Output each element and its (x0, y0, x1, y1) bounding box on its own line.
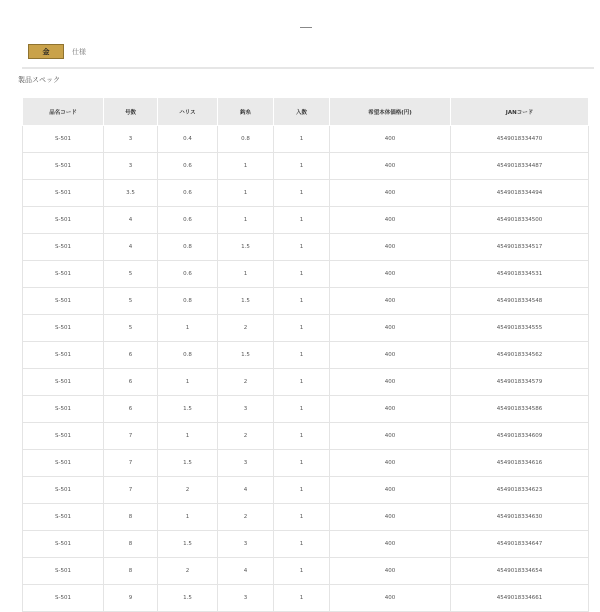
table-cell: 2 (218, 504, 274, 531)
table-cell: 4549018334470 (451, 126, 589, 153)
table-cell: 4549018334531 (451, 261, 589, 288)
table-cell: 4549018334579 (451, 369, 589, 396)
column-header: ハリス (158, 98, 218, 126)
table-row (23, 288, 589, 315)
table-cell: 4549018334661 (451, 585, 589, 612)
table-cell: 7 (104, 450, 158, 477)
table-cell: S-501 (23, 450, 104, 477)
spec-table (22, 97, 589, 612)
table-cell: S-501 (23, 180, 104, 207)
table-row (23, 558, 589, 585)
column-header: JANコード (451, 98, 589, 126)
table-cell: 1 (158, 423, 218, 450)
table-cell: 4549018334609 (451, 423, 589, 450)
table-cell: 7 (104, 477, 158, 504)
table-row (23, 234, 589, 261)
table-cell: 1.5 (158, 531, 218, 558)
table-cell: 1 (274, 585, 330, 612)
table-cell: 400 (330, 126, 451, 153)
table-cell: 1 (274, 234, 330, 261)
table-cell: 4549018334555 (451, 315, 589, 342)
table-cell: 4549018334586 (451, 396, 589, 423)
table-cell: 400 (330, 342, 451, 369)
table-cell: S-501 (23, 315, 104, 342)
table-cell: 3 (218, 450, 274, 477)
table-row (23, 315, 589, 342)
table-cell: 400 (330, 450, 451, 477)
table-cell: 3 (104, 126, 158, 153)
table-cell: 4549018334487 (451, 153, 589, 180)
table-row (23, 450, 589, 477)
table-cell: 1 (274, 180, 330, 207)
column-header: 品名コード (23, 98, 104, 126)
table-cell: 5 (104, 288, 158, 315)
table-row (23, 126, 589, 153)
table-cell: 5 (104, 315, 158, 342)
table-cell: 1 (274, 369, 330, 396)
table-cell: S-501 (23, 396, 104, 423)
table-cell: 1.5 (158, 585, 218, 612)
table-cell: 1 (158, 315, 218, 342)
spec-header-label: 仕様 (72, 47, 86, 56)
table-cell: 1.5 (158, 396, 218, 423)
table-cell: S-501 (23, 531, 104, 558)
table-cell: 4549018334654 (451, 558, 589, 585)
top-divider-dash (300, 27, 312, 28)
table-cell: 400 (330, 585, 451, 612)
table-cell: 3.5 (104, 180, 158, 207)
table-cell: S-501 (23, 288, 104, 315)
table-cell: 9 (104, 585, 158, 612)
table-cell: 400 (330, 288, 451, 315)
table-cell: 4549018334630 (451, 504, 589, 531)
table-cell: 400 (330, 261, 451, 288)
table-cell: 1.5 (218, 342, 274, 369)
table-cell: 8 (104, 531, 158, 558)
table-row (23, 180, 589, 207)
table-cell: S-501 (23, 342, 104, 369)
table-cell: 400 (330, 477, 451, 504)
table-cell: 1 (274, 288, 330, 315)
spec-header (28, 44, 86, 59)
table-cell: 1 (274, 531, 330, 558)
table-row (23, 342, 589, 369)
table-row (23, 504, 589, 531)
section-title: 製品スペック (18, 76, 60, 84)
table-cell: 2 (218, 315, 274, 342)
table-cell: 3 (218, 531, 274, 558)
table-cell: S-501 (23, 558, 104, 585)
table-cell: 1 (274, 207, 330, 234)
table-cell: 0.6 (158, 180, 218, 207)
table-cell: 1 (218, 153, 274, 180)
table-cell: 1.5 (158, 450, 218, 477)
table-cell: 0.6 (158, 207, 218, 234)
table-cell: 0.8 (218, 126, 274, 153)
table-cell: 4 (104, 234, 158, 261)
table-cell: 2 (218, 369, 274, 396)
table-cell: 1.5 (218, 234, 274, 261)
table-cell: 4 (218, 477, 274, 504)
table-cell: 8 (104, 504, 158, 531)
table-row (23, 369, 589, 396)
table-cell: 4549018334647 (451, 531, 589, 558)
table-cell: 1 (274, 153, 330, 180)
table-cell: S-501 (23, 369, 104, 396)
table-cell: 0.4 (158, 126, 218, 153)
table-cell: 1 (158, 369, 218, 396)
table-row (23, 585, 589, 612)
table-cell: 400 (330, 396, 451, 423)
table-row (23, 477, 589, 504)
table-cell: 3 (218, 585, 274, 612)
gold-badge: 金 (28, 44, 64, 59)
table-cell: 1 (274, 396, 330, 423)
table-cell: 1 (274, 558, 330, 585)
table-row (23, 207, 589, 234)
table-cell: 2 (158, 477, 218, 504)
table-cell: 2 (218, 423, 274, 450)
table-header-row (23, 98, 589, 126)
table-cell: 6 (104, 369, 158, 396)
table-cell: 1 (274, 342, 330, 369)
table-cell: 400 (330, 423, 451, 450)
table-cell: 400 (330, 531, 451, 558)
table-row (23, 153, 589, 180)
table-cell: 6 (104, 342, 158, 369)
table-cell: 4549018334517 (451, 234, 589, 261)
table-row (23, 423, 589, 450)
table-cell: 5 (104, 261, 158, 288)
table-cell: 0.8 (158, 342, 218, 369)
table-cell: 0.6 (158, 153, 218, 180)
table-cell: 0.8 (158, 288, 218, 315)
table-cell: 1 (274, 504, 330, 531)
table-cell: S-501 (23, 477, 104, 504)
column-header: 希望本体価格(円) (330, 98, 451, 126)
table-cell: 4549018334616 (451, 450, 589, 477)
table-cell: 3 (218, 396, 274, 423)
table-cell: S-501 (23, 207, 104, 234)
table-cell: 400 (330, 369, 451, 396)
table-cell: S-501 (23, 126, 104, 153)
table-cell: 400 (330, 180, 451, 207)
table-cell: 1 (274, 126, 330, 153)
table-cell: 1 (274, 423, 330, 450)
table-cell: 1 (218, 180, 274, 207)
table-cell: 2 (158, 558, 218, 585)
table-cell: 1 (274, 477, 330, 504)
table-cell: S-501 (23, 423, 104, 450)
column-header: 号数 (104, 98, 158, 126)
table-cell: 0.6 (158, 261, 218, 288)
table-cell: 1 (274, 261, 330, 288)
table-cell: 400 (330, 207, 451, 234)
table-cell: 4549018334623 (451, 477, 589, 504)
table-cell: 6 (104, 396, 158, 423)
table-cell: 400 (330, 153, 451, 180)
table-cell: 400 (330, 504, 451, 531)
table-cell: 1.5 (218, 288, 274, 315)
table-cell: S-501 (23, 504, 104, 531)
table-cell: 0.8 (158, 234, 218, 261)
table-cell: 7 (104, 423, 158, 450)
table-cell: 4 (218, 558, 274, 585)
table-cell: 1 (218, 207, 274, 234)
table-cell: S-501 (23, 234, 104, 261)
table-row (23, 531, 589, 558)
table-cell: 400 (330, 234, 451, 261)
table-cell: 4549018334562 (451, 342, 589, 369)
table-cell: 1 (274, 315, 330, 342)
table-row (23, 261, 589, 288)
table-row (23, 396, 589, 423)
column-header: 入数 (274, 98, 330, 126)
table-cell: S-501 (23, 153, 104, 180)
column-header: 鈎糸 (218, 98, 274, 126)
table-cell: 4549018334548 (451, 288, 589, 315)
table-cell: 4549018334494 (451, 180, 589, 207)
table-cell: 3 (104, 153, 158, 180)
table-body (23, 126, 589, 612)
table-cell: 8 (104, 558, 158, 585)
table-cell: S-501 (23, 585, 104, 612)
table-cell: S-501 (23, 261, 104, 288)
table-cell: 1 (274, 450, 330, 477)
table-cell: 4 (104, 207, 158, 234)
table-cell: 400 (330, 558, 451, 585)
table-cell: 1 (218, 261, 274, 288)
section-divider (22, 67, 594, 69)
table-cell: 1 (158, 504, 218, 531)
table-cell: 4549018334500 (451, 207, 589, 234)
table-cell: 400 (330, 315, 451, 342)
